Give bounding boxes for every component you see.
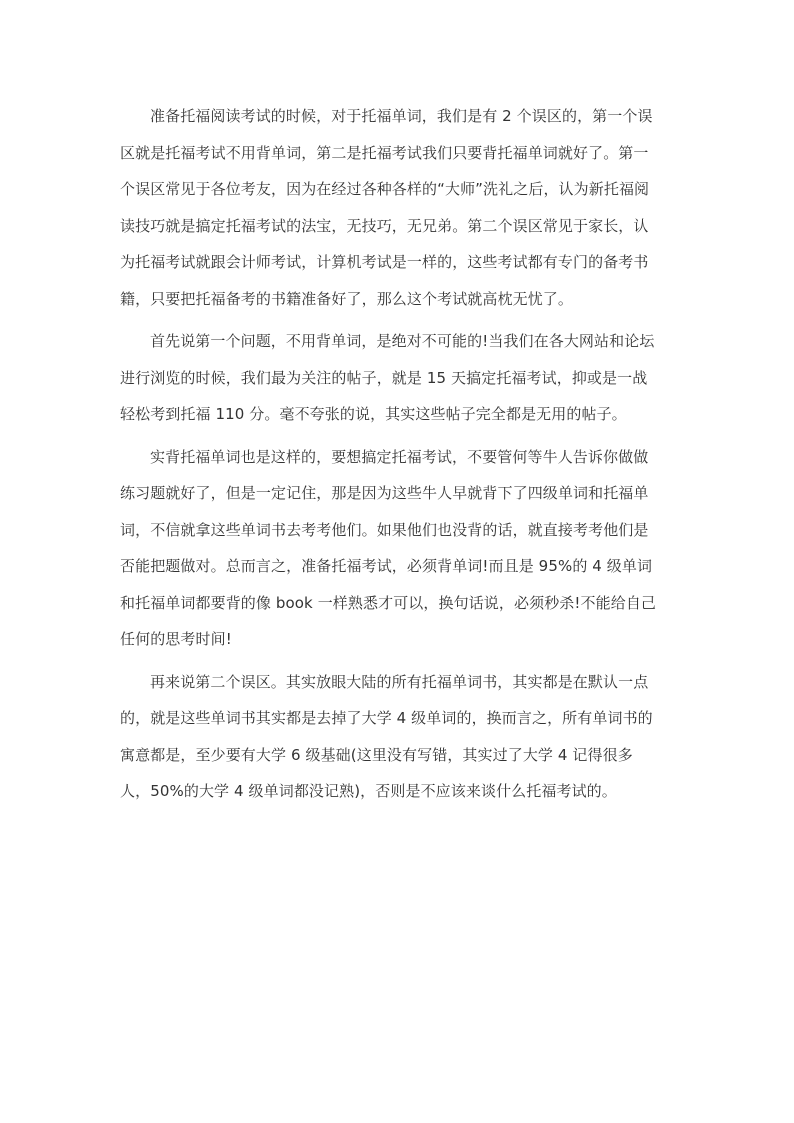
- document-body: [120, 98, 660, 816]
- paragraph-2: 首先说第一个问题，不用背单词，是绝对不可能的!当我们在各大网站和论坛进行浏览的时候，我们最为关注的帖子，就是 15 天搞定托福考试，抑或是一战轻松考到托福 110 分。毫不夸张的说，其实这些帖子完全都是无用的帖子。: [120, 332, 655, 423]
- paragraph-3: 实背托福单词也是这样的，要想搞定托福考试，不要管何等牛人告诉你做做练习题就好了，但是一定记住，那是因为这些牛人早就背下了四级单词和托福单词，不信就拿这些单词书去考考他们。如果他们也没背的话，就直接考考他们是否能把题做对。总而言之，准备托福考试，必须背单词!而且是 95%的 4 级单词和托福单词都要背的像 book 一样熟悉才可以，换句话说，必须秒杀!不能给自己任何的思考时间!: [120, 447, 657, 648]
- paragraph-1: 准备托福阅读考试的时候，对于托福单词，我们是有 2 个误区的，第一个误区就是托福考试不用背单词，第二是托福考试我们只要背托福单词就好了。第一个误区常见于各位考友，因为在经过各种各样的“大师”洗礼之后，认为新托福阅读技巧就是搞定托福考试的法宝，无技巧，无兄弟。第二个误区常见于家长，认为托福考试就跟会计师考试，计算机考试是一样的，这些考试都有专门的备考书籍，只要把托福备考的书籍准备好了，那么这个考试就高枕无忧了。: [120, 107, 653, 308]
- paragraph-4: 再来说第二个误区。其实放眼大陆的所有托福单词书，其实都是在默认一点的，就是这些单词书其实都是去掉了大学 4 级单词的，换而言之，所有单词书的寓意都是，至少要有大学 6 级基础(这里没有写错，其实过了大学 4 记得很多人，50%的大学 4 级单词都没记熟)，否则是不应该来谈什么托福考试的。: [120, 672, 653, 800]
